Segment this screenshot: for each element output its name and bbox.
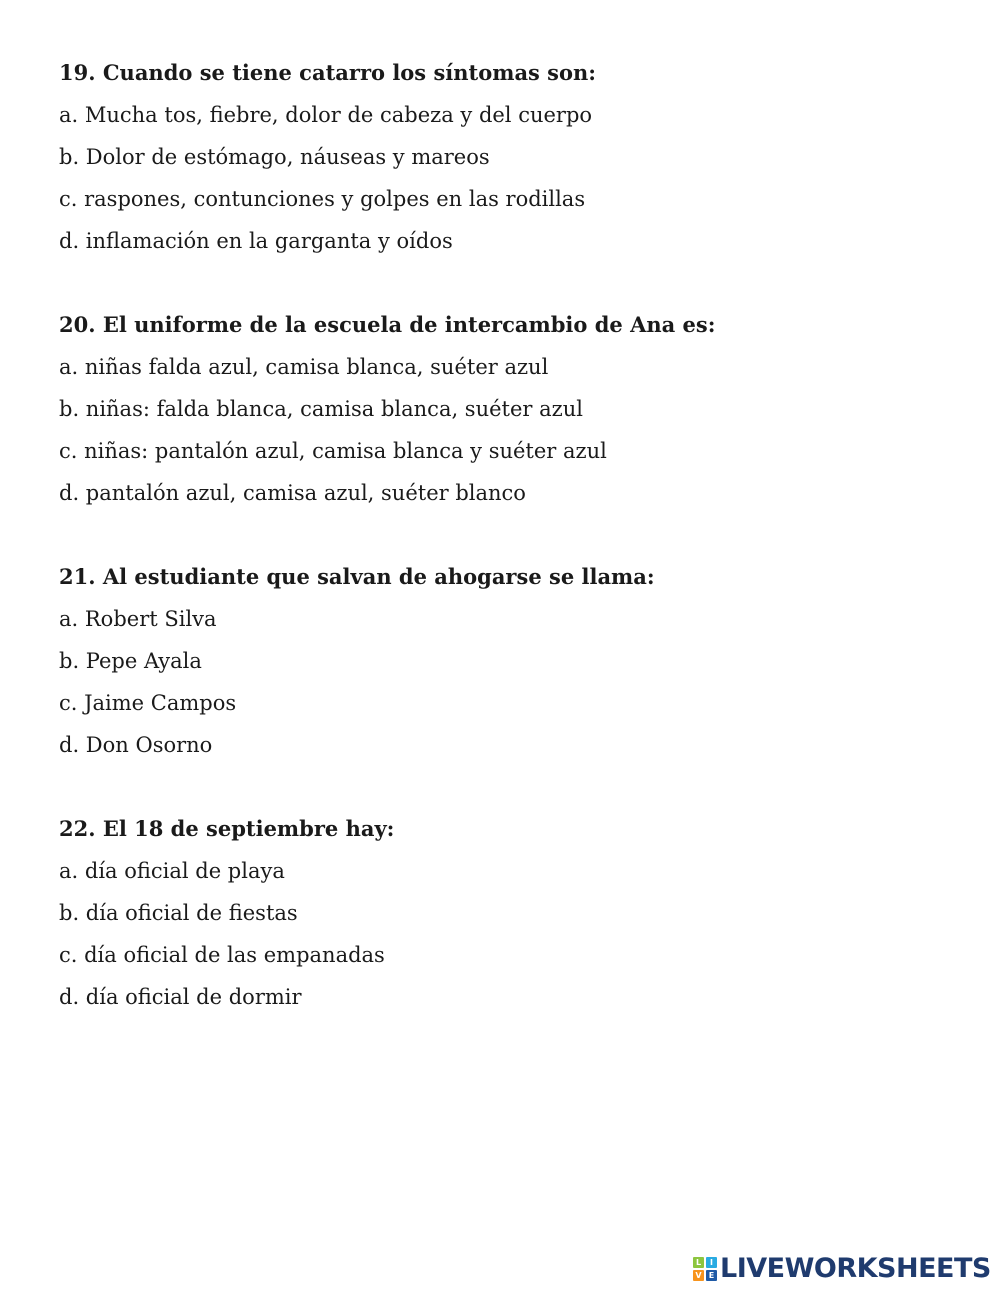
option-d: d. Don Osorno — [59, 733, 213, 757]
option-d: d. inflamación en la garganta y oídos — [59, 229, 453, 253]
question-title: 19. Cuando se tiene catarro los síntomas son: — [59, 60, 597, 85]
question-title: 22. El 18 de septiembre hay: — [59, 816, 395, 841]
liveworksheets-logo — [693, 1254, 991, 1284]
logo-letter-i: I — [706, 1257, 717, 1268]
question-20 — [59, 304, 959, 514]
worksheet — [59, 52, 959, 1060]
option-a: a. Robert Silva — [59, 607, 217, 631]
option-c: c. día oficial de las empanadas — [59, 943, 385, 967]
question-22 — [59, 808, 959, 1018]
option-c: c. raspones, contunciones y golpes en las rodillas — [59, 187, 586, 211]
option-b: b. niñas: falda blanca, camisa blanca, suéter azul — [59, 397, 583, 421]
liveworksheets-wordmark: LIVEWORKSHEETS — [720, 1253, 991, 1284]
question-21 — [59, 556, 959, 766]
logo-letter-l: L — [693, 1257, 704, 1268]
logo-letter-v: V — [693, 1270, 704, 1281]
option-b: b. día oficial de fiestas — [59, 901, 298, 925]
option-c: c. Jaime Campos — [59, 691, 237, 715]
logo-letter-e: E — [706, 1270, 717, 1281]
option-a: a. niñas falda azul, camisa blanca, suéter azul — [59, 355, 549, 379]
option-a: a. día oficial de playa — [59, 859, 285, 883]
option-b: b. Dolor de estómago, náuseas y mareos — [59, 145, 490, 169]
question-19 — [59, 52, 959, 262]
liveworksheets-logo-icon — [693, 1257, 717, 1281]
question-title: 20. El uniforme de la escuela de intercambio de Ana es: — [59, 312, 716, 337]
option-a: a. Mucha tos, fiebre, dolor de cabeza y del cuerpo — [59, 103, 593, 127]
option-d: d. pantalón azul, camisa azul, suéter blanco — [59, 481, 526, 505]
option-b: b. Pepe Ayala — [59, 649, 202, 673]
option-d: d. día oficial de dormir — [59, 985, 302, 1009]
option-c: c. niñas: pantalón azul, camisa blanca y suéter azul — [59, 439, 607, 463]
question-title: 21. Al estudiante que salvan de ahogarse se llama: — [59, 564, 655, 589]
